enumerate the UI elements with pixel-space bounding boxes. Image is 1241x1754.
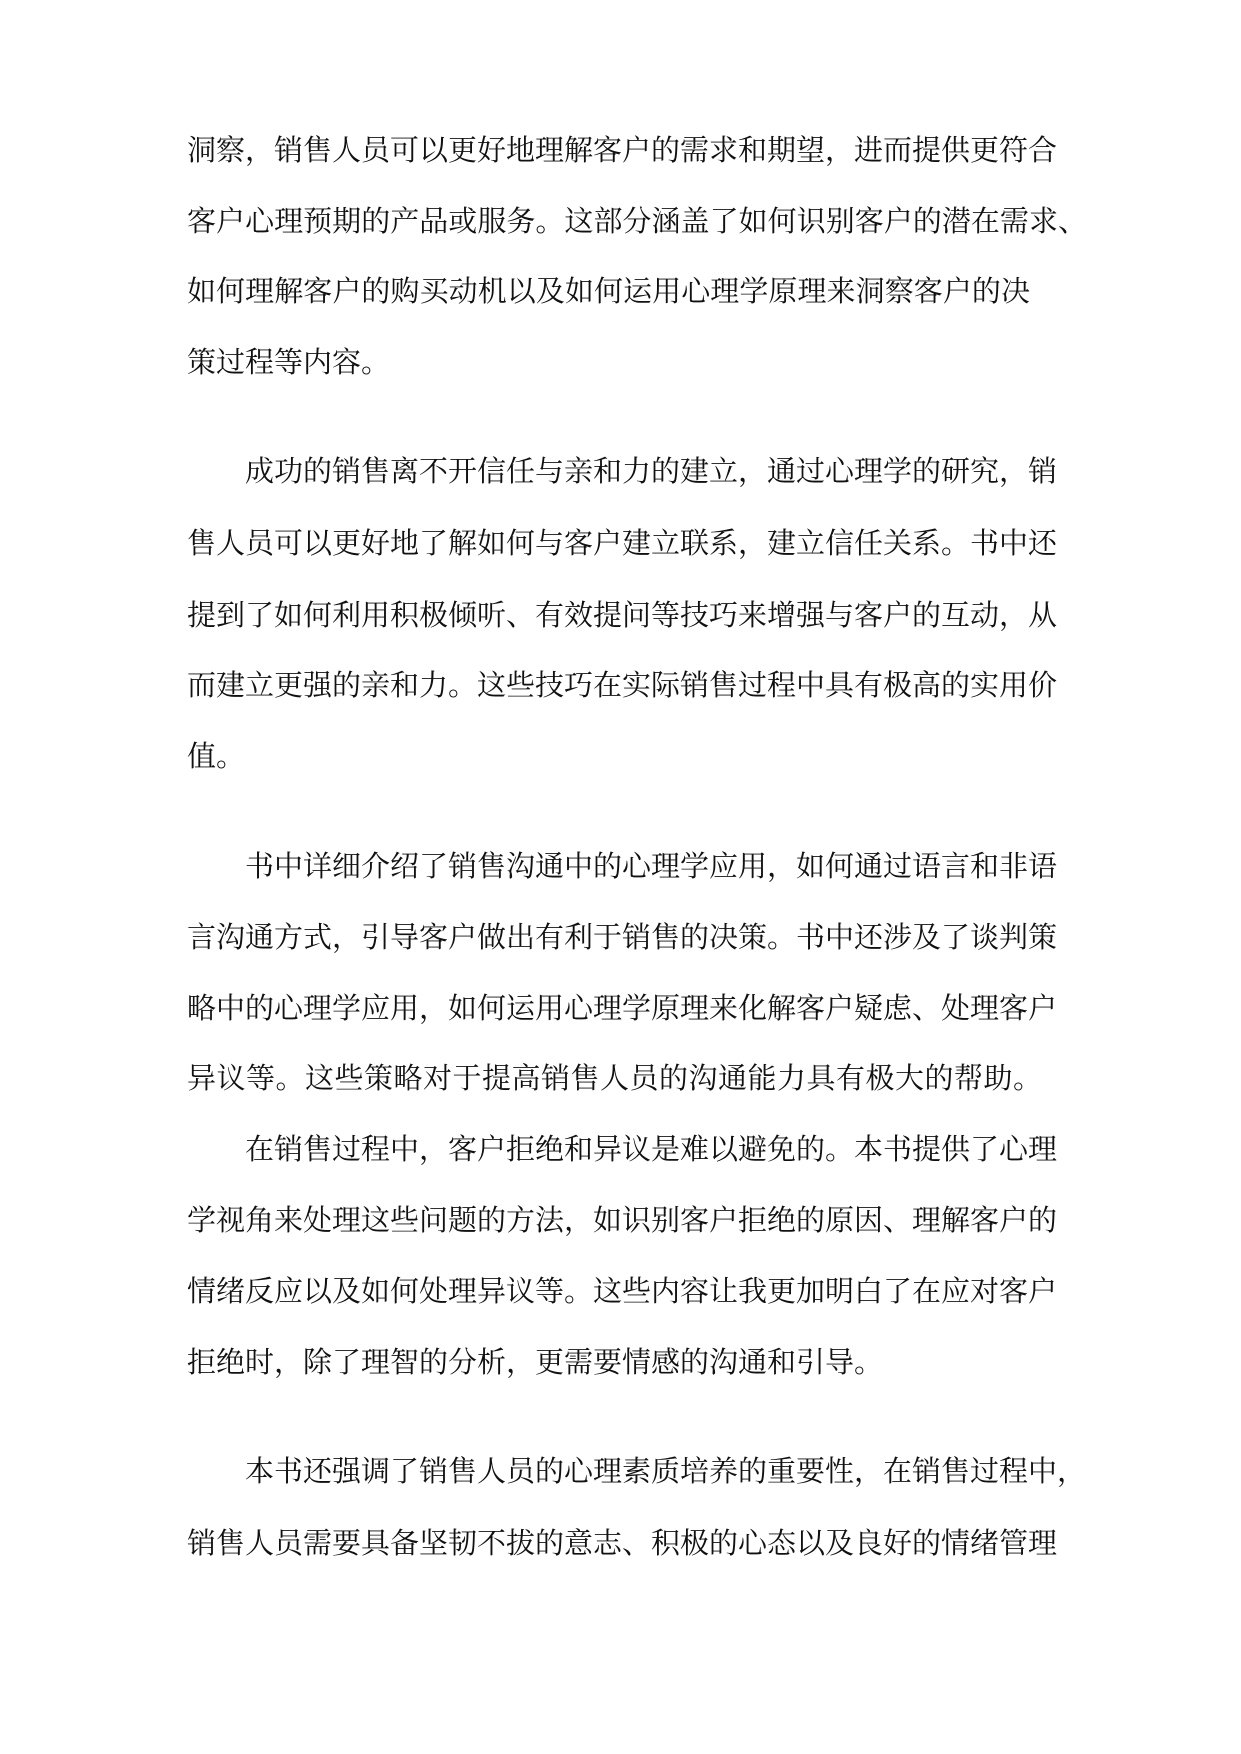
text-line: 而建立更强的亲和力。这些技巧在实际销售过程中具有极高的实用价 bbox=[187, 668, 1058, 702]
text-line: 如何理解客户的购买动机以及如何运用心理学原理来洞察客户的决 bbox=[187, 274, 1030, 308]
text-line: 学视角来处理这些问题的方法，如识别客户拒绝的原因、理解客户的 bbox=[187, 1203, 1058, 1237]
text-line: 书中详细介绍了销售沟通中的心理学应用，如何通过语言和非语 bbox=[245, 849, 1058, 883]
text-line: 在销售过程中，客户拒绝和异议是难以避免的。本书提供了心理 bbox=[245, 1132, 1058, 1166]
text-line: 言沟通方式，引导客户做出有利于销售的决策。书中还涉及了谈判策 bbox=[187, 920, 1058, 954]
text-line: 销售人员需要具备坚韧不拔的意志、积极的心态以及良好的情绪管理 bbox=[187, 1526, 1058, 1560]
text-line: 拒绝时，除了理智的分析，更需要情感的沟通和引导。 bbox=[187, 1345, 884, 1379]
text-line: 售人员可以更好地了解如何与客户建立联系，建立信任关系。书中还 bbox=[187, 526, 1058, 560]
text-line: 提到了如何利用积极倾听、有效提问等技巧来增强与客户的互动，从 bbox=[187, 598, 1058, 632]
text-line: 本书还强调了销售人员的心理素质培养的重要性，在销售过程中， bbox=[245, 1454, 1087, 1488]
text-line: 洞察，销售人员可以更好地理解客户的需求和期望，进而提供更符合 bbox=[187, 133, 1058, 167]
text-line: 客户心理预期的产品或服务。这部分涵盖了如何识别客户的潜在需求、 bbox=[187, 204, 1087, 238]
text-line: 策过程等内容。 bbox=[187, 345, 391, 379]
text-line: 情绪反应以及如何处理异议等。这些内容让我更加明白了在应对客户 bbox=[187, 1274, 1058, 1308]
text-line: 成功的销售离不开信任与亲和力的建立，通过心理学的研究，销 bbox=[245, 454, 1058, 488]
text-line: 异议等。这些策略对于提高销售人员的沟通能力具有极大的帮助。 bbox=[187, 1061, 1042, 1095]
text-line: 值。 bbox=[187, 739, 246, 773]
text-line: 略中的心理学应用，如何运用心理学原理来化解客户疑虑、处理客户 bbox=[187, 991, 1058, 1025]
